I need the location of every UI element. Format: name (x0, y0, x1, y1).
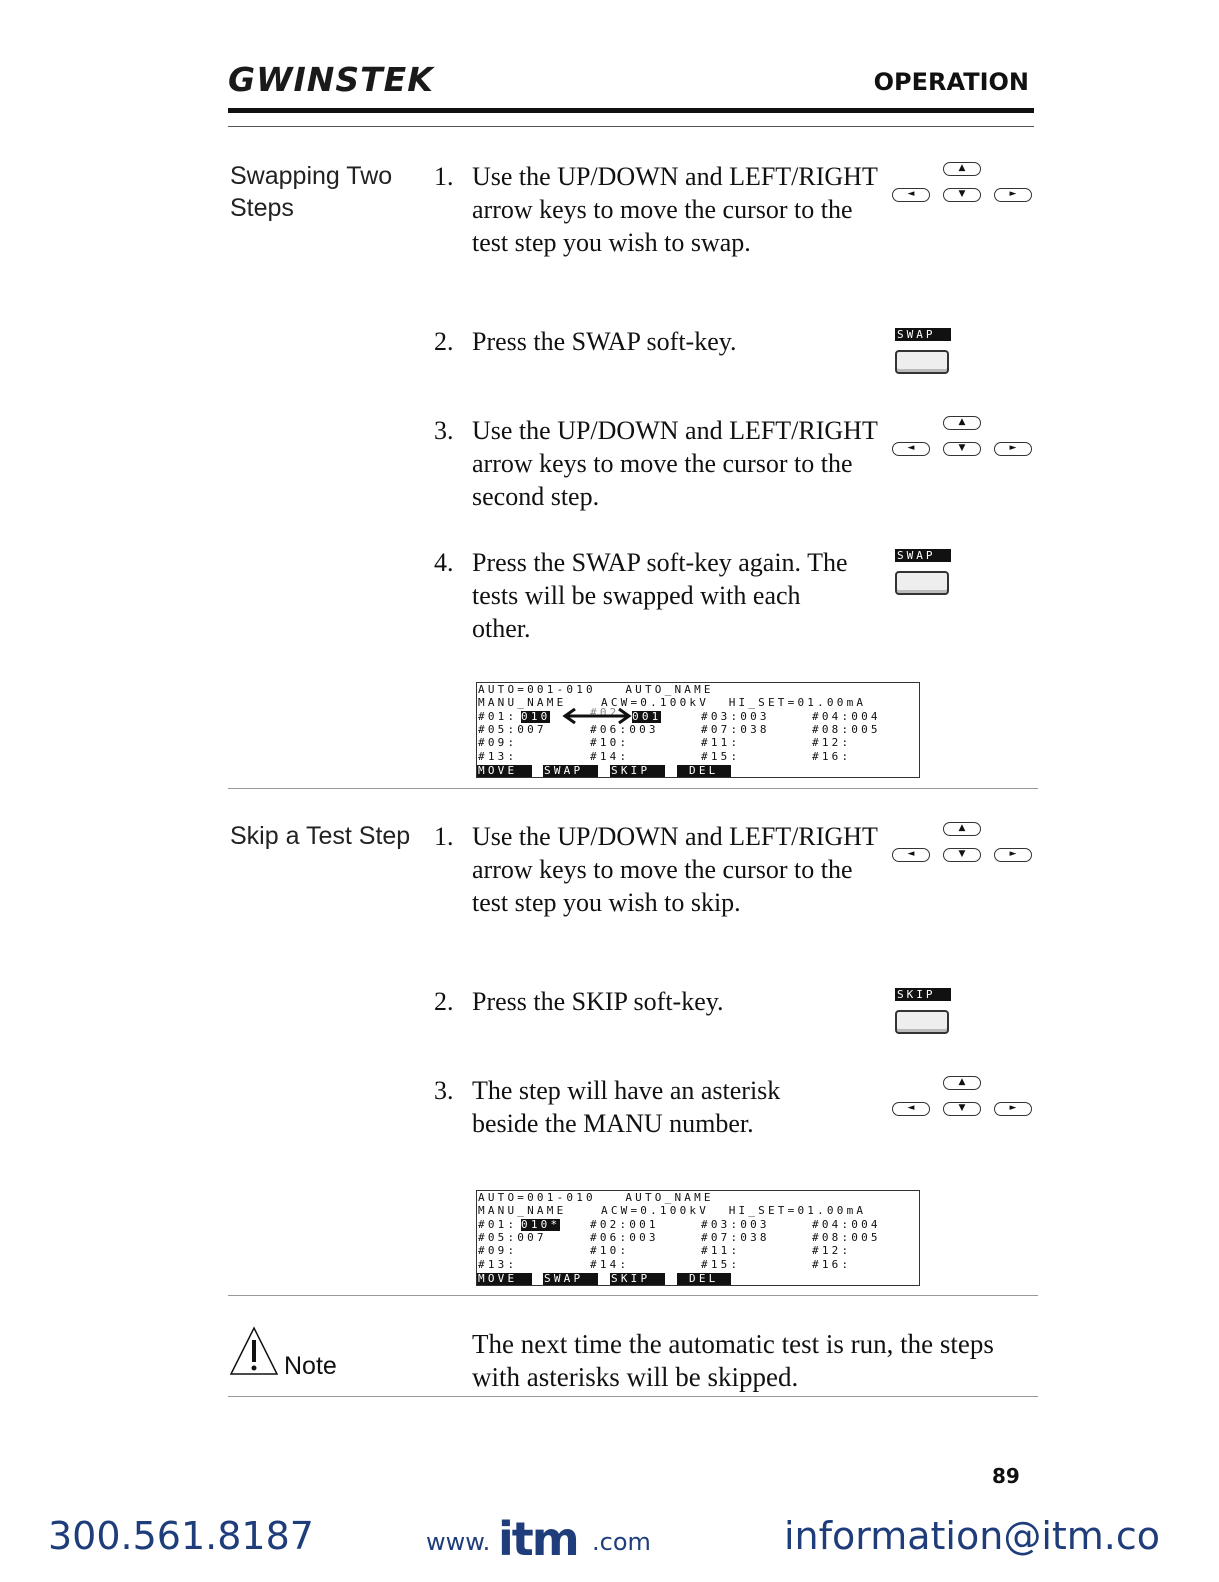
left-arrow-key-icon: ◄ (892, 442, 930, 456)
step-number: 2. (434, 987, 454, 1016)
lcd-cell-selected: 001 (632, 710, 662, 723)
lcd-screen-skip (476, 1190, 920, 1286)
lcd-cell: #10: (590, 736, 630, 749)
up-arrow-key-icon: ▲ (943, 1076, 981, 1090)
up-arrow-key-icon: ▲ (943, 416, 981, 430)
note-label: Note (284, 1352, 337, 1380)
up-arrow-key-icon: ▲ (943, 822, 981, 836)
lcd-line: ACW=0.100kV HI_SET=01.00mA (601, 696, 867, 709)
step-text: Use the UP/DOWN and LEFT/RIGHT arrow keys to move the cursor to the second step. (472, 416, 878, 511)
lcd-cell: #10: (590, 1244, 630, 1257)
lcd-line: ACW=0.100kV HI_SET=01.00mA (601, 1204, 867, 1217)
lcd-cell: #15: (701, 1258, 741, 1271)
lcd-menu-skip: SKIP (610, 765, 665, 777)
swap-softkey-icon (895, 549, 951, 597)
header-rule-thin (228, 126, 1034, 127)
step-number: 3. (434, 416, 454, 445)
left-arrow-key-icon: ◄ (892, 188, 930, 202)
lcd-cell: #03:003 (701, 1218, 770, 1231)
footer-email: information@itm.co (784, 1514, 1161, 1558)
step-text: Press the SKIP soft-key. (472, 987, 724, 1016)
lcd-menu-swap: SWAP (543, 1273, 598, 1285)
right-arrow-key-icon: ► (994, 1102, 1032, 1116)
down-arrow-key-icon: ▼ (943, 188, 981, 202)
warning-icon (229, 1326, 279, 1376)
lcd-cell: #02:001 (590, 1218, 659, 1231)
lcd-screen-swap (476, 682, 920, 778)
softkey-button-icon (895, 1010, 949, 1034)
footer-logo: itm (498, 1512, 578, 1566)
softkey-button-icon (895, 571, 949, 595)
arrow-keypad (892, 1076, 1034, 1128)
softkey-label: SWAP (895, 328, 951, 341)
section-divider (228, 1396, 1038, 1397)
right-arrow-key-icon: ► (994, 848, 1032, 862)
lcd-cell: #09: (478, 736, 518, 749)
up-arrow-key-icon: ▲ (943, 162, 981, 176)
page-number: 89 (992, 1464, 1020, 1488)
lcd-cell: #09: (478, 1244, 518, 1257)
lcd-cell: #04:004 (812, 710, 881, 723)
lcd-line: MANU_NAME (478, 696, 567, 709)
lcd-menu-skip: SKIP (610, 1273, 665, 1285)
lcd-line: MANU_NAME (478, 1204, 567, 1217)
down-arrow-key-icon: ▼ (943, 1102, 981, 1116)
arrow-keypad (892, 416, 1034, 468)
lcd-cell: #14: (590, 750, 630, 763)
step-number: 1. (434, 822, 454, 851)
lcd-cell: #01: (478, 1218, 518, 1231)
step-text: Press the SWAP soft-key again. The tests will be swapped with each other. (472, 548, 848, 643)
lcd-cell: #12: (812, 736, 852, 749)
swap-softkey-icon (895, 328, 951, 376)
lcd-cell: #05:007 (478, 1231, 547, 1244)
lcd-cell: #13: (478, 750, 518, 763)
lcd-line: AUTO=001-010 AUTO_NAME (478, 683, 714, 696)
right-arrow-key-icon: ► (994, 188, 1032, 202)
arrow-keypad (892, 162, 1034, 214)
lcd-cell: #07:038 (701, 1231, 770, 1244)
header-rule (228, 108, 1034, 113)
lcd-cell: #05:007 (478, 723, 547, 736)
step-number: 1. (434, 162, 454, 191)
section-divider (228, 1295, 1038, 1296)
section-title: OPERATION (873, 68, 1029, 96)
left-arrow-key-icon: ◄ (892, 848, 930, 862)
skip-softkey-icon (895, 988, 951, 1036)
lcd-cell: #06:003 (590, 723, 659, 736)
note-text: The next time the automatic test is run, the steps with asterisks will be skipped. (472, 1329, 994, 1392)
swap-section-title: Swapping Two Steps (230, 162, 393, 222)
right-arrow-key-icon: ► (994, 442, 1032, 456)
softkey-label: SKIP (895, 988, 951, 1001)
step-text: Use the UP/DOWN and LEFT/RIGHT arrow keys to move the cursor to the test step you wish to swap. (472, 162, 878, 257)
lcd-cell: #13: (478, 1258, 518, 1271)
step-text: The step will have an asterisk beside the MANU number. (472, 1076, 781, 1138)
lcd-cell: #16: (812, 750, 852, 763)
lcd-menu-del: DEL (677, 1273, 731, 1285)
down-arrow-key-icon: ▼ (943, 848, 981, 862)
lcd-menu-move: MOVE (477, 765, 532, 777)
lcd-cell: #14: (590, 1258, 630, 1271)
softkey-label: SWAP (895, 549, 951, 562)
lcd-cell: #03:003 (701, 710, 770, 723)
brand-logo: GWINSTEK (228, 60, 434, 99)
footer-com: .com (592, 1528, 651, 1556)
lcd-cell: #11: (701, 1244, 741, 1257)
step-text: Press the SWAP soft-key. (472, 327, 737, 356)
lcd-cell: #01: (478, 710, 518, 723)
step-number: 3. (434, 1076, 454, 1105)
lcd-cell: #15: (701, 750, 741, 763)
lcd-cell: #02 (590, 706, 620, 719)
lcd-menu-swap: SWAP (543, 765, 598, 777)
lcd-cell: #08:005 (812, 723, 881, 736)
lcd-menu-move: MOVE (477, 1273, 532, 1285)
lcd-cell: #16: (812, 1258, 852, 1271)
left-arrow-key-icon: ◄ (892, 1102, 930, 1116)
down-arrow-key-icon: ▼ (943, 442, 981, 456)
lcd-cell: #12: (812, 1244, 852, 1257)
skip-section-title: Skip a Test Step (230, 822, 411, 850)
softkey-button-icon (895, 350, 949, 374)
footer-phone: 300.561.8187 (48, 1514, 314, 1558)
lcd-menu-del: DEL (677, 765, 731, 777)
footer-www: www. (426, 1528, 491, 1556)
section-divider (228, 788, 1038, 789)
arrow-keypad (892, 822, 1034, 874)
lcd-cell: #08:005 (812, 1231, 881, 1244)
lcd-cell: #11: (701, 736, 741, 749)
lcd-cell-selected: 010 (521, 710, 551, 723)
step-text: Use the UP/DOWN and LEFT/RIGHT arrow keys to move the cursor to the test step you wish to skip. (472, 822, 878, 917)
lcd-cell: #04:004 (812, 1218, 881, 1231)
lcd-line: AUTO=001-010 AUTO_NAME (478, 1191, 714, 1204)
lcd-cell: #07:038 (701, 723, 770, 736)
step-number: 4. (434, 548, 454, 577)
step-number: 2. (434, 327, 454, 356)
lcd-cell-selected: 010* (521, 1218, 561, 1231)
lcd-cell: #06:003 (590, 1231, 659, 1244)
